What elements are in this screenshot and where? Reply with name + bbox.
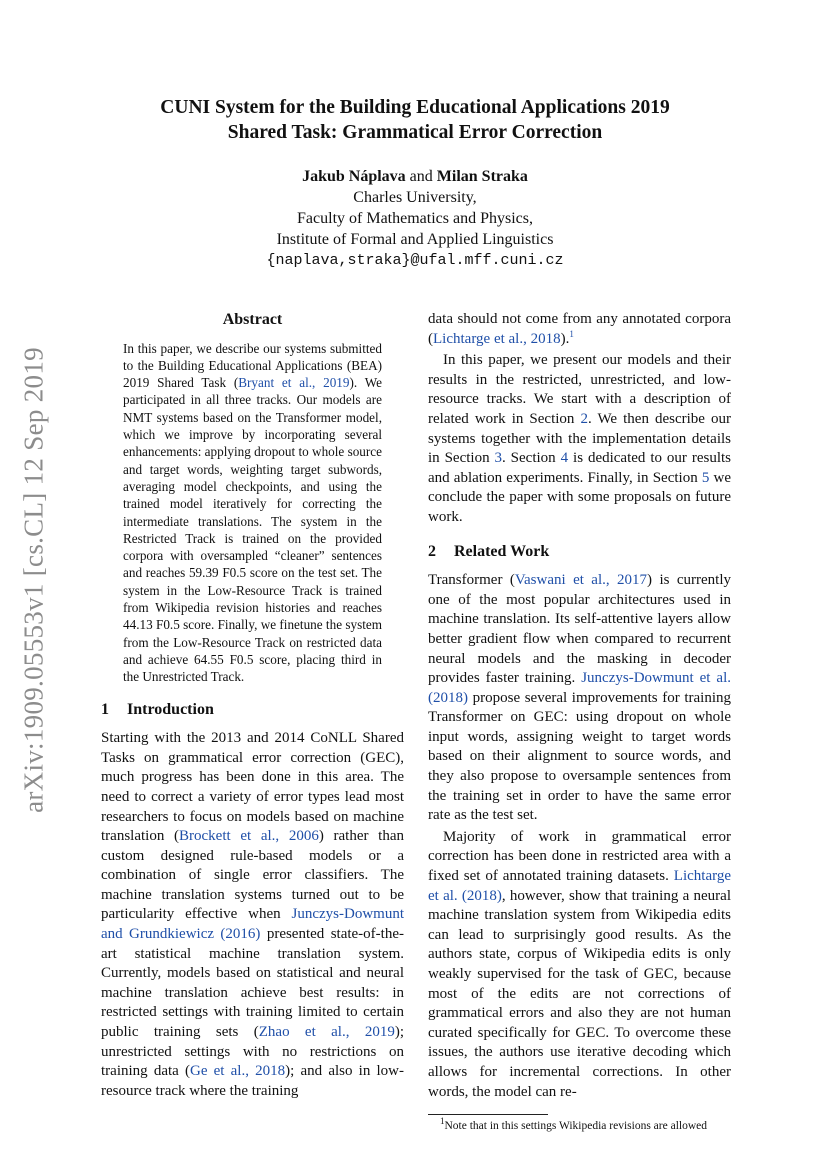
arxiv-id: arXiv:1909.05553v1 [cs.CL] 12 Sep 2019: [18, 347, 49, 813]
arxiv-stamp: [14, 0, 54, 1172]
author-block: [100, 166, 730, 271]
section-ref-link[interactable]: 5: [701, 469, 710, 486]
affiliation-3: Institute of Formal and Applied Linguistics: [276, 231, 554, 248]
author-1: Jakub Náplava: [302, 168, 406, 185]
left-column: [101, 310, 404, 1101]
abstract-text: In this paper, we describe our systems submitted to the Building Educational Applications (BEA) 2019 Shared Task (Bryant et al., 2019). We participated in all three tracks. Our models are NMT systems based on the Transformer model, which we improve by incorporating several enhancements: applying dropout to whole source and target words, weighting target subwords, averaging model checkpoints, and using the trained model iteratively for correcting the intermediate translations. The system in the Restricted Track is trained on the provided corpora with oversampled “cleaner” sentences and reaches 59.39 F0.5 score on the test set. The system in the Low-Resource Track is trained from Wikipedia revision histories and reaches 44.13 F0.5 score. Finally, we finetune the system from the Low-Resource Track on restricted data and achieve 64.55 F0.5 score, placing third in the Unrestricted Track.: [123, 340, 382, 685]
paper-title: [100, 95, 730, 145]
footnote: $^1$Note that in this settings Wikipedia revisions are allowed: [440, 1116, 707, 1133]
intro-paragraph: Starting with the 2013 and 2014 CoNLL Shared Tasks on grammatical error correction (GEC), much progress has been done in this area. The need to correct a variety of error types lead most researchers to focus on models based on machine translation (Brockett et al., 2006) rather than custom designed rule-based models or a combination of single error classifiers. The machine translation systems turned out to be particularity effective when Junczys-Dowmunt and Grundkiewicz (2016) presented state-of-the-art statistical machine translation system. Currently, models based on statistical and neural machine translation achieve best results: in restricted settings with training limited to certain public training sets (Zhao et al., 2019); unrestricted settings with no restrictions on training data (Ge et al., 2018); and also in low-resource track where the training: [101, 730, 404, 1099]
citation-link[interactable]: Lichtarge et al., 2018: [433, 330, 561, 347]
footnote-marker[interactable]: 1: [569, 328, 574, 339]
section-ref-link[interactable]: 4: [560, 450, 569, 467]
citation-link[interactable]: Junczys-Dowmunt et al. (2018): [428, 670, 731, 706]
title-line-2: Shared Task: Grammatical Error Correction: [227, 122, 603, 143]
citation-link[interactable]: Junczys-Dowmunt and Grundkiewicz (2016): [101, 906, 404, 943]
abstract-heading: Abstract: [222, 311, 283, 328]
intro-continued-paragraph: data should not come from any annotated corpora (Lichtarge et al., 2018).$^1$: [428, 311, 731, 347]
section-ref-link[interactable]: 3: [494, 450, 503, 467]
related-work-paragraph-2: Majority of work in grammatical error correction has been done in restricted area with a fixed set of annotated training datasets. Lichtarge et al. (2018), however, show that training a neural machine translation system from Wikipedia edits can lead to surprisingly good results. As the authors state, corpus of Wikipedia edits is only weakly supervised for the task of GEC, because most of the edits are not corrections of grammatical errors and also they are not human curated specifically for GEC. To overcome these issues, the authors use iterative decoding which allows for incremental corrections. In other words, the model can re-: [428, 828, 731, 1100]
citation-link[interactable]: Brockett et al., 2006: [179, 828, 319, 845]
author-names: [100, 166, 730, 187]
affiliation-2: Faculty of Mathematics and Physics,: [297, 210, 533, 227]
author-email: {naplava,straka}@ufal.mff.cuni.cz: [266, 252, 564, 269]
related-work-paragraph-1: Transformer (Vaswani et al., 2017) is currently one of the most popular architectures used in machine translation. Its self-attentive layers allow better gradient flow when compared to recurrent neural models and the masking in decoder provides faster training. Junczys-Dowmunt et al. (2018) propose several improvements for training Transformer on GEC: using dropout on whole input words, assigning weight to target words based on their alignment to source words, and they also propose to oversample sentences from the training set in order to have the same error rate as the test set.: [428, 572, 731, 824]
author-2: Milan Straka: [436, 168, 528, 185]
section-heading-introduction: 1 Introduction: [101, 700, 214, 718]
section-ref-link[interactable]: 2: [580, 410, 588, 427]
citation-link[interactable]: Ge et al., 2018: [189, 1063, 286, 1080]
right-column: [428, 310, 731, 1134]
title-line-1: CUNI System for the Building Educational Applications 2019: [160, 97, 670, 118]
citation-link[interactable]: Bryant et al., 2019: [238, 375, 350, 391]
citation-link[interactable]: Lichtarge et al. (2018): [428, 868, 731, 904]
citation-link[interactable]: Vaswani et al., 2017: [514, 572, 648, 589]
intro-outline-paragraph: In this paper, we present our models and their results in the restricted, unrestricted, and low-resource tracks. We start with a description of related work in Section 2. We then describe our systems together with the implementation details in Section 3. Section 4 is dedicated to our results and ablation experiments. Finally, in Section 5 we conclude the paper with some proposals on future work.: [428, 352, 732, 525]
citation-link[interactable]: Zhao et al., 2019: [258, 1024, 395, 1041]
author-and: and: [409, 168, 433, 185]
affiliation-1: Charles University,: [353, 189, 477, 206]
footnote-divider: [428, 1114, 548, 1115]
section-heading-related-work: 2 Related Work: [428, 542, 550, 560]
